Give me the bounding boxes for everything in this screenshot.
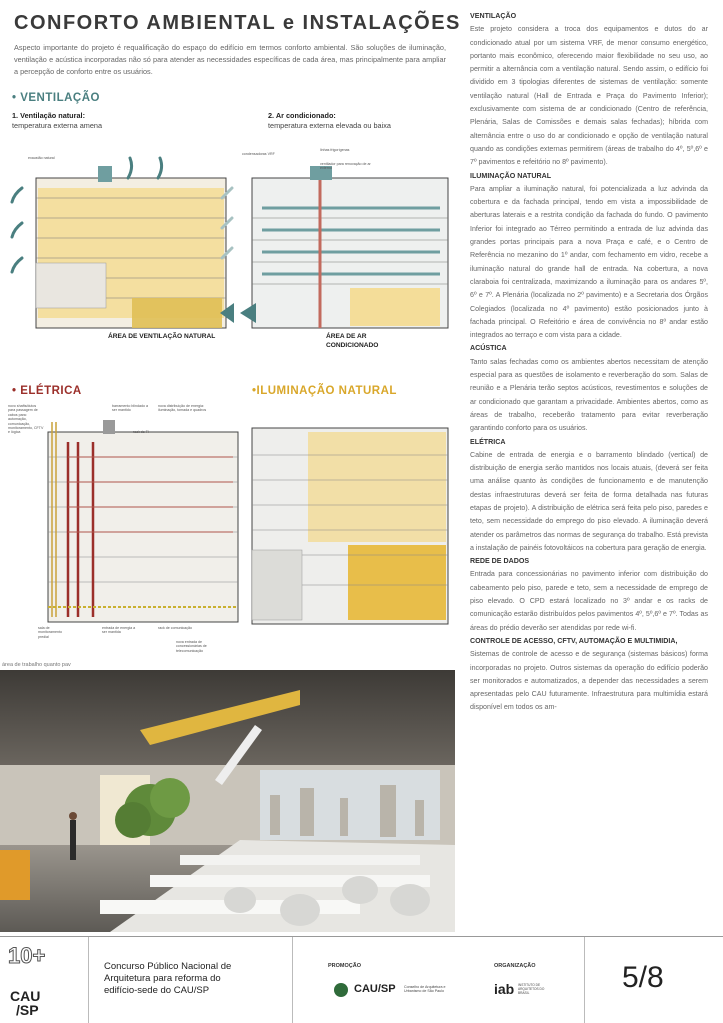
right-paragraph-iluminacao: Para ampliar a iluminação natural, foi potencializada a luz advinda da cobertura e da fachada principal, tendo em vista a impossibilidade de aberturas laterais e a restrita condição da fachada do fundo. O pavimento Inferior foi integrado ao Térreo permitindo a entrada de luz advinda das grandes portas principais para a nova Praça e café, e o Centro de Referência no mezanino do 1º andar, com fechamento em vidro, recebe a iluminação natural do grande hall de entrada. Na cobertura, a nova claraboia foi centralizada, maximizando a iluminação para os andares 5º, 6º e 7º. A Plenária (localizada no 2º pavimento) e a Secretaria dos Órgãos Colegiados (localizada no 4º pavimento) estão posicionados junto à fachada principal. O Refeitório e área de convivência no 8º andar estão integrados ao terraço e com vista para a cidade.	[470, 184, 708, 340]
right-heading-rede: REDE DE DADOS	[470, 557, 530, 566]
section-eletrica-heading: • ELÉTRICA	[12, 385, 82, 397]
annotation-ventilador: ventilador para renovação de ar externo	[320, 162, 371, 171]
annotation-exaustao: exaustão natural	[28, 156, 55, 160]
area-ventilacao-natural-label: ÁREA DE VENTILAÇÃO NATURAL	[108, 333, 216, 340]
annotation-rack-ti: rack de TI	[133, 430, 149, 434]
annotation-sala-monitoramento: sala de monitoramento predial	[38, 626, 62, 639]
ar-condicionado-sub: temperatura externa elevada ou baixa	[268, 121, 391, 130]
page-number: 5/8	[622, 961, 664, 994]
promocao-logo: CAU/SP	[354, 983, 396, 995]
right-paragraph-controle: Sistemas de controle de acesso e de segurança (sistemas básicos) forma incorporadas no projeto. Outros sistemas da operação do edifício poderão ser monitorados e automatizados, a depender das necessidades a serem apresentadas pelo CAU futuramente. Infraestrutura para multimídia estará disponível em todos os am-	[470, 650, 708, 712]
ventilacao-natural-diagram	[8, 148, 236, 354]
iluminacao-section-drawing	[248, 410, 454, 632]
footer-divider	[88, 937, 89, 1023]
competition-name: Concurso Público Nacional de Arquitetura para reforma do edifício-sede do CAU/SP	[104, 961, 232, 996]
section-iluminacao-heading: •ILUMINAÇÃO NATURAL	[252, 385, 397, 397]
logo-cau-sp	[10, 989, 40, 1017]
area-ar-condicionado-label: ÁREA DE AR CONDICIONADO	[326, 333, 379, 349]
section-ventilacao-heading: • VENTILAÇÃO	[12, 92, 100, 104]
ar-condicionado-section-drawing	[240, 148, 454, 354]
office-render-image	[0, 670, 455, 932]
office-render-drawing	[0, 670, 455, 932]
org-logo: iab	[494, 981, 515, 997]
ar-condicionado-diagram	[240, 148, 454, 378]
annotation-barramento: barramento blindado a ser mantido	[112, 404, 148, 413]
right-heading-eletrica: ELÉTRICA	[470, 437, 506, 446]
ar-condicionado-title: 2. Ar condicionado:	[268, 111, 336, 120]
ventilacao-natural-section-drawing	[8, 148, 236, 354]
annotation-shafts: novo shafts/dutos para passagem de cabos para: automação, comunicação, monitoramento, CFTV e lógica	[8, 404, 44, 435]
ventilacao-natural-sub: temperatura externa amena	[12, 121, 103, 130]
annotation-entrada-energia: entrada de energia a ser mantida	[102, 626, 136, 635]
promocao-label: PROMOÇÃO	[328, 963, 361, 969]
right-heading-controle: CONTROLE DE ACESSO, CFTV, AUTOMAÇÃO E MULTIMIDIA,	[470, 636, 678, 645]
annotation-frigorigenas: linhas frigorígenas	[320, 148, 350, 152]
right-heading-iluminacao: ILUMINAÇÃO NATURAL	[470, 171, 552, 180]
footer	[0, 936, 723, 1023]
logo-10plus: 10+	[8, 943, 46, 968]
footer-divider	[292, 937, 293, 1023]
annotation-vrf: condensadoras VRF	[242, 152, 275, 156]
logo-sp-text: /SP	[16, 1002, 39, 1018]
annotation-rack-comunicacao: rack de comunicação	[158, 626, 192, 630]
annotation-distribuicao: nova distribuição de energia: iluminação, tomada e quadros	[158, 404, 207, 413]
ar-condicionado-caption	[268, 111, 391, 131]
eletrica-diagram	[8, 402, 244, 664]
right-paragraph-eletrica: Cabine de entrada de energia e o barramento blindado (vertical) de distribuição de energia serão mantidos nos locais atuais, (deverá ser feita uma análise quanto às condições de funcionamento e de manutenção destas infraestruturas deverá ser feita de forma detalhada nas futuras etapas de projeto). A distribuição de elétrica será feita pelo piso, paredes e teto, sem necessidade do emprego do piso elevado. A iluminação deverá atender os parâmetros das normas de segurança do trabalho. Está prevista a instalação de painéis fotovoltáicos na cobertura para geração de energia.	[470, 450, 708, 552]
org-logo-subtitle: INSTITUTO DE ARQUITETOS DO BRASIL	[518, 983, 545, 995]
right-column-text	[470, 10, 708, 715]
logo-cau-text: CAU	[10, 988, 41, 1004]
right-paragraph-ventilacao: Este projeto considera a troca dos equipamentos e dutos do ar condicionado atual por um sistema VRF, de menor consumo energético, portanto mais econômico, oferecendo maior flexibilidade no seu uso, ao permitir a alternância com a ventilação natural. Sendo assim, o edifício foi dividido em 3 tipologias diferentes de sistemas de ventilação: somente ventilação natural (Hall de Entrada e Praça do Pavimento Inferior); exclusivamente com sistema de ar condicionado (Centro de referência, Plenária, Salas de Comissões e demais salas fechadas); híbrida com alternância entre o uso do ar condicionado e opção de ventilação natural quando as condições externas permitirem (áreas de trabalho do 4º, 5º,6º e 7º pavimentos e refeitório no 8º pavimento).	[470, 25, 708, 167]
organizacao-label: ORGANIZAÇÃO	[494, 963, 536, 969]
eletrica-section-drawing	[8, 402, 244, 632]
right-paragraph-rede: Entrada para concessionárias no pavimento inferior com distribuição do cabeamento pelo piso, parede e teto, sem a necessidade de emprego de piso elevado. O CPD estará localizado no 3º andar e os racks de comunicação estarão distribuídos pelos pavimentos 4º, 5º,6º e 7º. Todas as áreas do prédio deverão ser atendidas por rede wi-fi.	[470, 570, 708, 632]
right-paragraph-acustica: Tanto salas fechadas como os ambientes abertos necessitam de atenção especial para as questões de isolamento e reverberação do som. Salas de reunião e a Plenária terão septos acústicos, revestimentos e soluções de ar condicionado que garantam a privacidade. Ambientes abertos, como as áreas de trabalho, receberão tratamento para evitar reverberação garantindo conforto para os usuários.	[470, 357, 708, 433]
right-heading-ventilacao: VENTILAÇÃO	[470, 12, 517, 20]
iluminacao-diagram	[248, 410, 454, 632]
page-title: CONFORTO AMBIENTAL e INSTALAÇÕES	[14, 12, 461, 34]
intro-text: Aspecto importante do projeto é requalificação do espaço do edifício em termos conforto ambiental. São soluções de iluminação, ventilação e acústica incorporadas não só para atender as necessidades específicas de cada área, mas principalmente para ampliar a percepção de conforto entre os usuários.	[14, 43, 446, 77]
footer-divider	[584, 937, 585, 1023]
promocao-logo-subtitle: Conselho de Arquitetura e Urbanismo de São Paulo	[404, 985, 446, 994]
annotation-nova-entrada: nova entrada de concessionárias de telecomunicação	[176, 640, 207, 653]
ventilacao-natural-caption	[12, 111, 102, 131]
brasao-icon	[334, 983, 348, 997]
eletrica-caption: área de trabalho quanto pav	[2, 662, 71, 668]
right-heading-acustica: ACÚSTICA	[470, 344, 507, 353]
ventilacao-natural-title: 1. Ventilação natural:	[12, 111, 85, 120]
